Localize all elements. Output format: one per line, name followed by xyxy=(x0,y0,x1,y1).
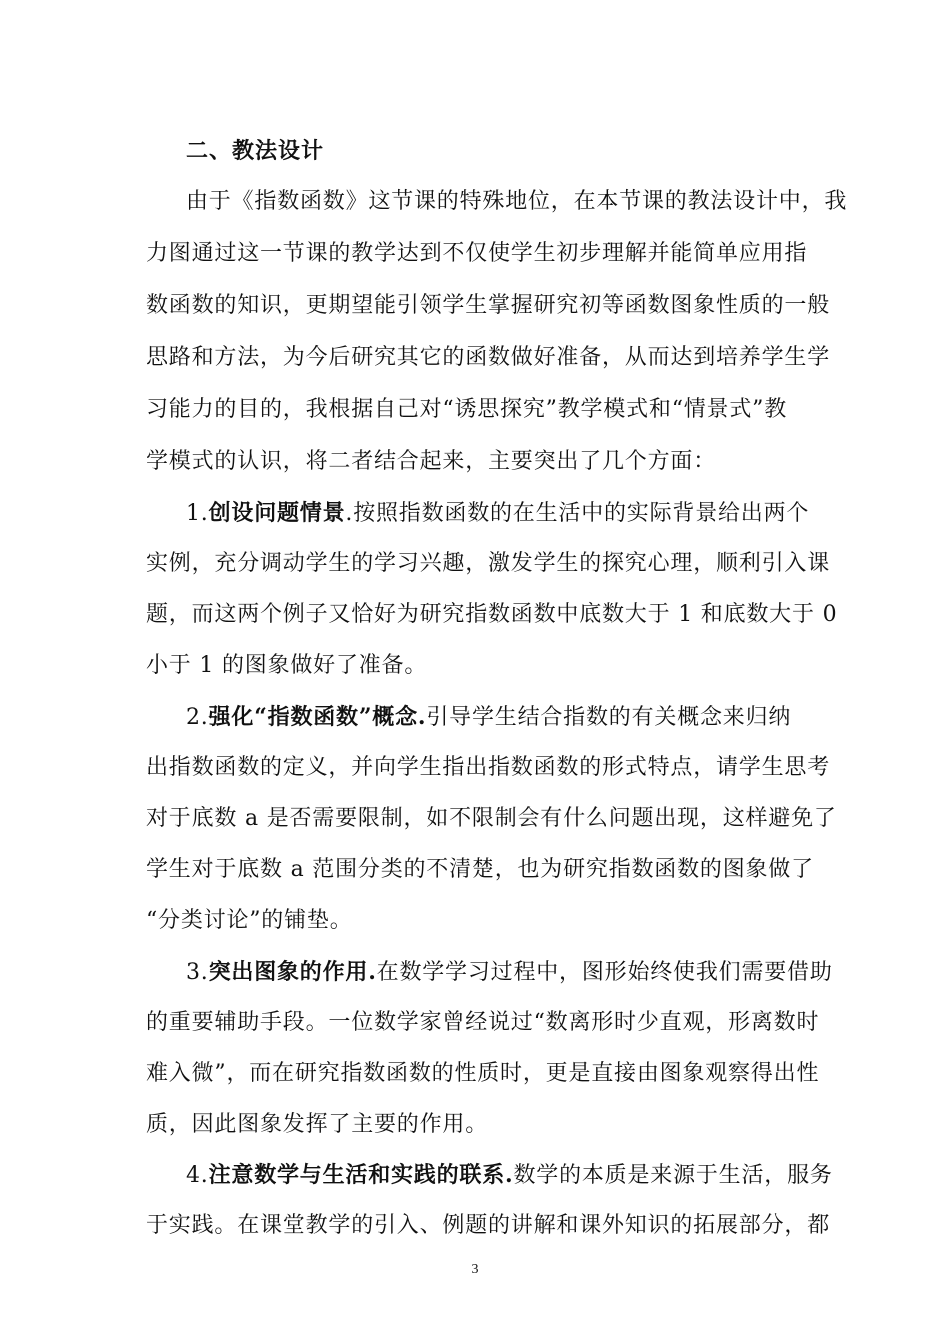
item-1-first-line xyxy=(186,498,808,529)
item-3-first-line xyxy=(186,957,833,988)
item-text: 数学的本质是来源于生活，服务 xyxy=(513,1163,833,1188)
item-1-line: 小于 1 的图象做好了准备。 xyxy=(146,653,428,678)
item-4-line: 于实践。在课堂教学的引入、例题的讲解和课外知识的拓展部分，都 xyxy=(146,1213,831,1238)
item-1-line: 题，而这两个例子又恰好为研究指数函数中底数大于 1 和底数大于 0 xyxy=(146,602,838,627)
item-4-first-line xyxy=(186,1160,833,1191)
item-2-line: 对于底数 a 是否需要限制，如不限制会有什么问题出现，这样避免了 xyxy=(146,806,837,831)
item-text: .按照指数函数的在生活中的实际背景给出两个 xyxy=(345,501,810,526)
item-title: 强化“指数函数”概念. xyxy=(208,704,427,730)
intro-line: 思路和方法，为今后研究其它的函数做好准备，从而达到培养学生学 xyxy=(146,345,831,370)
page-number: 3 xyxy=(471,1262,479,1277)
item-2-first-line xyxy=(186,702,808,733)
intro-line: 学模式的认识，将二者结合起来，主要突出了几个方面： xyxy=(146,449,717,474)
intro-line: 习能力的目的，我根据自己对“诱思探究”教学模式和“情景式”教 xyxy=(146,397,787,422)
intro-line: 由于《指数函数》这节课的特殊地位，在本节课的教法设计中，我 xyxy=(186,189,848,214)
item-3-line: 质，因此图象发挥了主要的作用。 xyxy=(146,1112,489,1137)
item-2-line: “分类讨论”的铺垫。 xyxy=(146,908,353,933)
item-text: 在数学学习过程中，图形始终使我们需要借助 xyxy=(376,960,833,985)
item-3-line: 的重要辅助手段。一位数学家曾经说过“数离形时少直观，形离数时 xyxy=(146,1010,820,1035)
intro-line: 力图通过这一节课的教学达到不仅使学生初步理解并能简单应用指 xyxy=(146,241,808,266)
item-title: 突出图象的作用. xyxy=(208,959,377,985)
item-number: 2. xyxy=(186,705,209,730)
intro-line: 数函数的知识，更期望能引领学生掌握研究初等函数图象性质的一般 xyxy=(146,293,831,318)
item-number: 1. xyxy=(186,501,209,526)
item-2-line: 学生对于底数 a 范围分类的不清楚，也为研究指数函数的图象做了 xyxy=(146,857,814,882)
item-text: 引导学生结合指数的有关概念来归纳 xyxy=(426,705,792,730)
item-3-line: 难入微”，而在研究指数函数的性质时，更是直接由图象观察得出性 xyxy=(146,1061,820,1086)
section-heading: 二、教法设计 xyxy=(186,138,325,164)
item-number: 4. xyxy=(186,1163,209,1188)
item-1-line: 实例，充分调动学生的学习兴趣，激发学生的探究心理，顺利引入课 xyxy=(146,551,831,576)
item-2-line: 出指数函数的定义，并向学生指出指数函数的形式特点，请学生思考 xyxy=(146,755,831,780)
item-title: 创设问题情景 xyxy=(208,500,346,526)
item-number: 3. xyxy=(186,960,209,985)
item-title: 注意数学与生活和实践的联系. xyxy=(208,1162,514,1188)
